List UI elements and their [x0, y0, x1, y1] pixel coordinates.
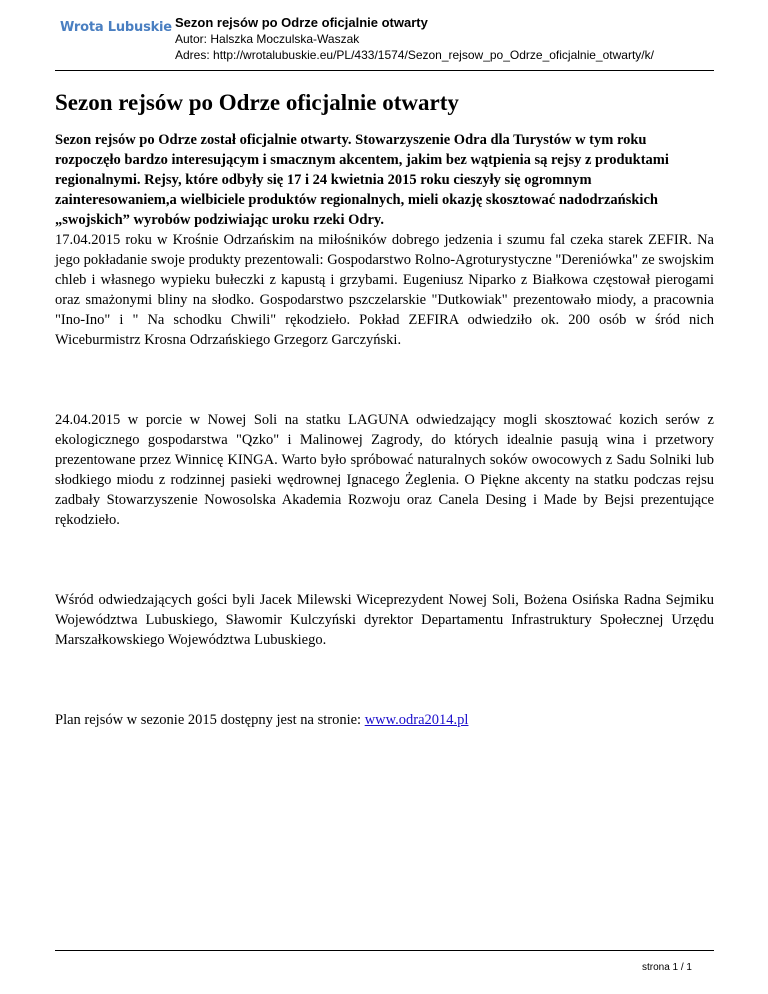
header-meta: [175, 14, 654, 63]
header-title: Sezon rejsów po Odrze oficjalnie otwarty: [175, 15, 428, 30]
page-number: strona 1 / 1: [641, 962, 692, 973]
article-paragraph-3: Wśród odwiedzających gości byli Jacek Milewski Wiceprezydent Nowej Soli, Bożena Osińska Radna Sejmiku Województwa Lubuskiego, Sławomir Kulczyński dyrektor Departamentu Infrastruktury Społecznej Urzędu Marszałkowskiego Województwa Lubuskiego.: [55, 592, 714, 648]
document-header: [0, 0, 768, 78]
header-address: Adres: http://wrotalubuskie.eu/PL/433/1574/Sezon_rejsow_po_Odrze_oficjalnie_otwarty/k/: [175, 48, 654, 62]
plan-text: Plan rejsów w sezonie 2015 dostępny jest na stronie:: [55, 712, 365, 728]
odra2014-link[interactable]: www.odra2014.pl: [364, 712, 469, 728]
article-paragraph-2: 24.04.2015 w porcie w Nowej Soli na statku LAGUNA odwiedzający mogli skosztować kozich serów z ekologicznego gospodarstwa "Qzko" i Malinowej Zagrody, do których idealnie pasują wina i przetwory prezentowane przez Winnicę KINGA. Warto było spróbować naturalnych soków owocowych z Sadu Solniki lub słodkiego miodu z rodzinnej pasieki wędrownej Ignacego Żeglenia. O Piękne akcenty na statku podczas rejsu zadbały Stowarzyszenie Nowosolska Akademia Rozwoju oraz Canela Desing i Made by Bejsi prezentujące rękodzieło.: [55, 412, 714, 528]
footer-divider: [55, 950, 714, 951]
header-divider: [55, 70, 714, 71]
article: [55, 88, 714, 730]
wrota-lubuskie-logo: Wrota Lubuskie: [60, 20, 172, 35]
article-paragraph-1: 17.04.2015 roku w Krośnie Odrzańskim na miłośników dobrego jedzenia i szumu fal czeka starek ZEFIR. Na jego pokładanie swoje produkty prezentowali: Gospodarstwo Rolno-Agroturystyczne "Dereniówka" ze swojskim chleb i własnego wypieku bułeczki z kapustą i grzybami. Eugeniusz Niparko z Białkowa częstował pierogami oraz smażonymi bliny na słodko. Gospodarstwo pszczelarskie "Dutkowiak" prezentowało miody, a pracownia "Ino-Ino" i " Na schodku Chwili" rękodzieło. Pokład ZEFIRA odwiedziło ok. 200 osób w śród nich Wiceburmistrz Krosna Odrzańskiego Grzegorz Garczyński.: [55, 232, 714, 348]
article-paragraph-4: [55, 710, 714, 730]
article-title: Sezon rejsów po Odrze oficjalnie otwarty: [55, 90, 459, 115]
article-lead: Sezon rejsów po Odrze został oficjalnie otwarty. Stowarzyszenie Odra dla Turystów w tym roku rozpoczęło bardzo interesującym i smacznym akcentem, jakim bez wątpienia są rejsy z produktami regionalnymi. Rejsy, które odbyły się 17 i 24 kwietnia 2015 roku cieszyły się ogromnym zainteresowaniem,a wielbiciele produktów regionalnych, mieli okazję skosztować nadodrzańskich „swojskich” wyrobów podziwiając uroku rzeki Odry.: [55, 132, 669, 228]
header-author: Autor: Halszka Moczulska-Waszak: [175, 32, 360, 46]
